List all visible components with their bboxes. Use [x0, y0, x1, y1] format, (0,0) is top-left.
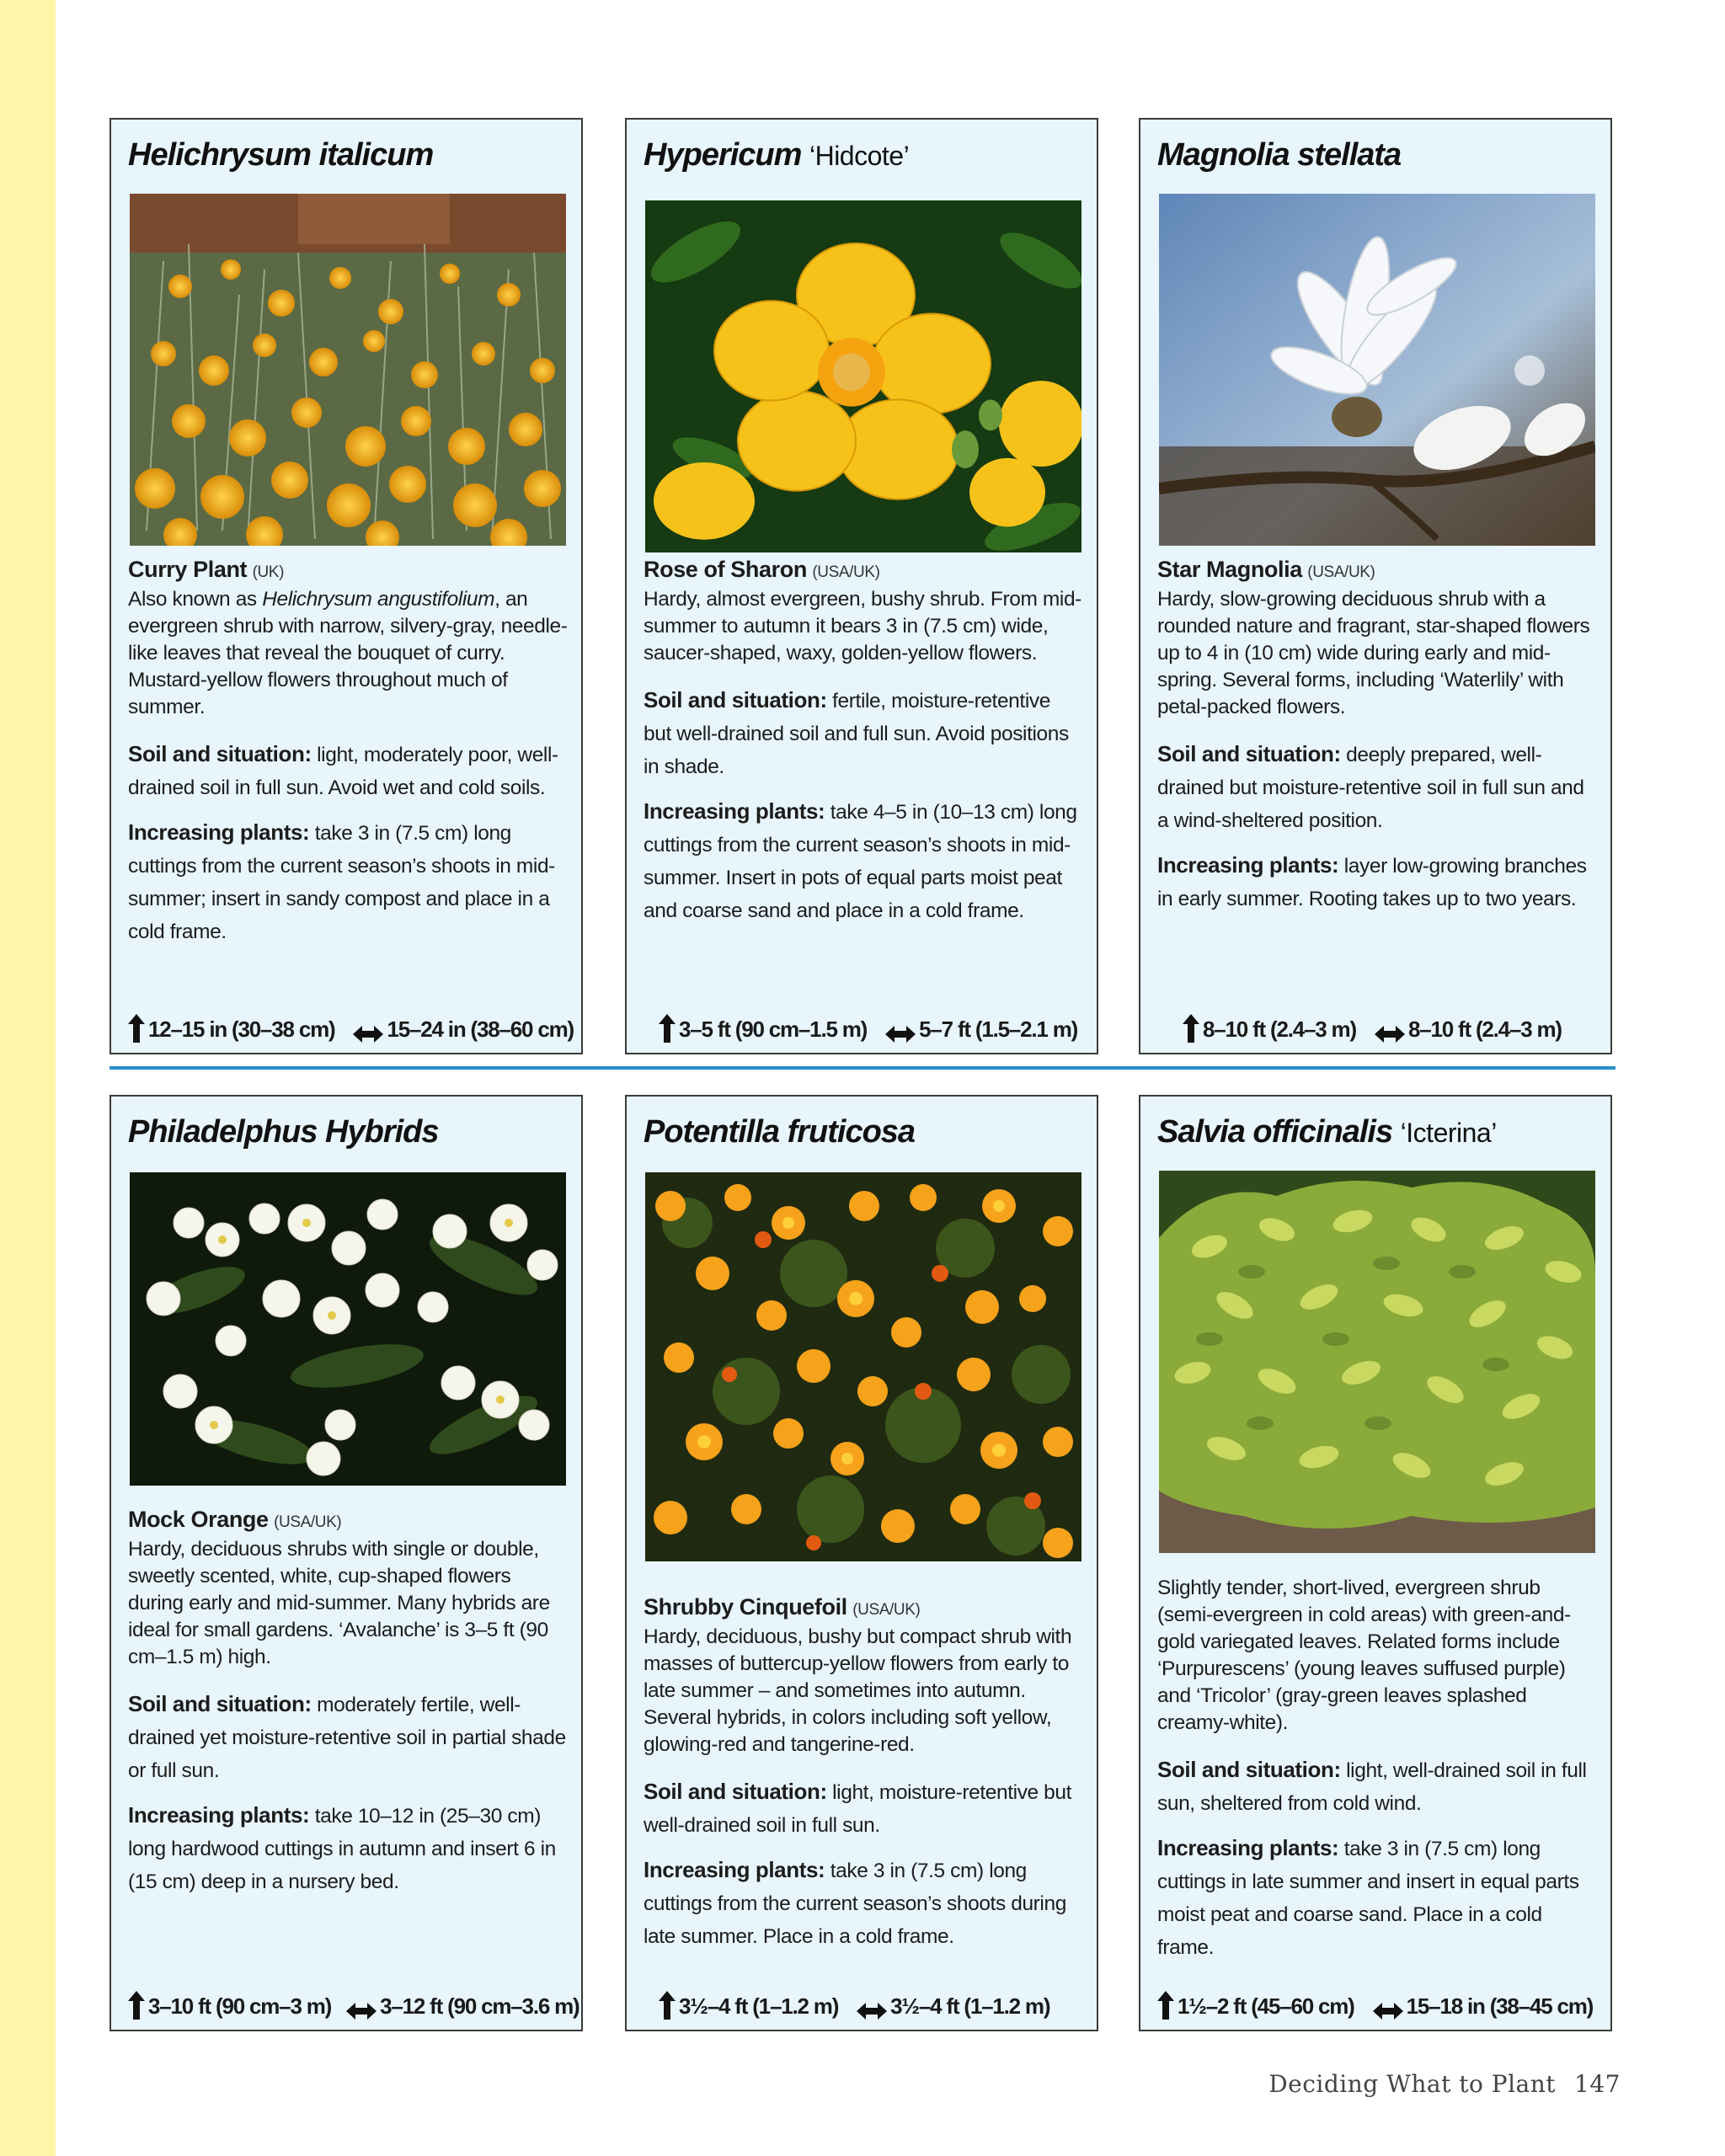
spread-dimension: 8–10 ft (2.4–3 m): [1375, 1017, 1562, 1043]
height-arrow-icon: [128, 1991, 145, 2020]
spread-dimension: 3–12 ft (90 cm–3.6 m): [346, 1993, 579, 2020]
plant-dimensions: [659, 1991, 1088, 2020]
spread-dimension: 15–18 in (38–45 cm): [1373, 1993, 1593, 2020]
plant-card-salvia: [1139, 1095, 1612, 2031]
card-row-bottom: [109, 1095, 1616, 2031]
soil-and-situation: Soil and situation: deeply prepared, well-drained but moisture-retentive soil in full sun and a wind-sheltered position.: [1157, 741, 1584, 832]
potentilla-photo: [645, 1172, 1081, 1561]
plant-card-philadelphus: [109, 1095, 583, 2031]
common-name: Shrubby Cinquefoil: [644, 1594, 847, 1620]
card-body: [644, 1593, 1083, 1953]
region-tag: (UK): [252, 563, 285, 581]
height-dimension: 3½–4 ft (1–1.2 m): [659, 1991, 838, 2020]
increasing-plants: Increasing plants: layer low-growing branches in early summer. Rooting takes up to two years.: [1157, 852, 1587, 910]
region-tag: (USA/UK): [852, 1601, 921, 1619]
card-description: Rose of Sharon (USA/UK) Hardy, almost evergreen, bushy shrub. From mid-summer to autumn it bears 3 in (7.5 cm) wide, saucer-shaped, waxy, golden-yellow flowers.: [644, 557, 1081, 664]
spread-dimension: 15–24 in (38–60 cm): [353, 1017, 573, 1043]
plant-name: Philadelphus Hybrids: [128, 1114, 439, 1150]
soil-and-situation: Soil and situation: light, moderately poor, well-drained soil in full sun. Avoid wet and cold soils.: [128, 741, 558, 799]
common-name: Rose of Sharon: [644, 557, 807, 582]
card-description: Slightly tender, short-lived, evergreen shrub (semi-evergreen in cold areas) with green-and-gold variegated leaves. Related forms include ‘Purpurescens’ (young leaves suffused purple) and ‘Tricolor’ (gray-green leaves splashed creamy-white).: [1157, 1577, 1571, 1734]
soil-and-situation: Soil and situation: light, moisture-retentive but well-drained soil in full sun.: [644, 1779, 1072, 1837]
plant-card-potentilla: [625, 1095, 1098, 2031]
plant-name: Hypericum ‘Hidcote’: [644, 137, 910, 173]
card-description: Shrubby Cinquefoil (USA/UK) Hardy, deciduous, bushy but compact shrub with masses of buttercup-yellow flowers from early to late summer – and sometimes into autumn. Several hybrids, in colors including soft yellow, glowing-red and tangerine-red.: [644, 1594, 1072, 1756]
spread-arrow-icon: [857, 2003, 887, 2020]
spread-arrow-icon: [346, 2003, 377, 2020]
spread-dimension: 5–7 ft (1.5–2.1 m): [885, 1017, 1077, 1043]
card-body: [1157, 1575, 1597, 1964]
height-dimension: 8–10 ft (2.4–3 m): [1183, 1014, 1356, 1043]
plant-dimensions: [1183, 1014, 1602, 1043]
salvia-photo: [1159, 1171, 1595, 1553]
common-name: Curry Plant: [128, 557, 248, 582]
region-tag: (USA/UK): [812, 563, 880, 581]
spread-arrow-icon: [885, 1026, 916, 1043]
region-tag: (USA/UK): [274, 1513, 342, 1531]
height-arrow-icon: [1157, 1991, 1174, 2020]
height-dimension: 1½–2 ft (45–60 cm): [1157, 1991, 1354, 2020]
spread-arrow-icon: [1373, 2003, 1403, 2020]
card-description: Mock Orange (USA/UK) Hardy, deciduous shrubs with single or double, sweetly scented, white, cup-shaped flowers during early and mid-summer. Many hybrids are ideal for small gardens. ‘Avalanche’ is 3–5 ft (90 cm–1.5 m) high.: [128, 1507, 550, 1668]
page-footer: [1268, 2070, 1621, 2098]
plant-card-helichrysum: [109, 118, 583, 1054]
increasing-plants: Increasing plants: take 10–12 in (25–30 cm) long hardwood cuttings in autumn and insert 6 in (15 cm) deep in a nursery bed.: [128, 1802, 556, 1893]
plant-dimensions: [659, 1014, 1088, 1043]
plant-card-hypericum: [625, 118, 1098, 1054]
soil-and-situation: Soil and situation: fertile, moisture-retentive but well-drained soil and full sun. Avoid positions in shade.: [644, 687, 1069, 778]
plant-name: Potentilla fruticosa: [644, 1114, 916, 1150]
section-title: Deciding What to Plant: [1268, 2070, 1557, 2098]
height-dimension: 12–15 in (30–38 cm): [128, 1014, 334, 1043]
soil-and-situation: Soil and situation: light, well-drained soil in full sun, sheltered from cold wind.: [1157, 1757, 1587, 1815]
card-body: [1157, 556, 1597, 915]
spread-dimension: 3½–4 ft (1–1.2 m): [857, 1993, 1049, 2020]
height-arrow-icon: [128, 1014, 145, 1043]
plant-dimensions: [1157, 1991, 1602, 2020]
height-dimension: 3–5 ft (90 cm–1.5 m): [659, 1014, 867, 1043]
increasing-plants: Increasing plants: take 3 in (7.5 cm) long cuttings from the current season’s shoots during late summer. Place in a cold frame.: [644, 1857, 1066, 1948]
card-description: Curry Plant (UK) Also known as Helichrysum angustifolium, an evergreen shrub with narrow, silvery-gray, needle-like leaves that reveal the bouquet of curry. Mustard-yellow flowers throughout much of summer.: [128, 557, 568, 718]
magnolia-photo: [1159, 194, 1595, 546]
helichrysum-photo: [130, 194, 566, 546]
increasing-plants: Increasing plants: take 3 in (7.5 cm) long cuttings from the current season’s shoots in mid-summer; insert in sandy compost and place in a cold frame.: [128, 819, 555, 943]
height-dimension: 3–10 ft (90 cm–3 m): [128, 1991, 331, 2020]
plant-card-grid: [109, 118, 1616, 2031]
plant-name: Salvia officinalis ‘Icterina’: [1157, 1114, 1497, 1150]
common-name: Mock Orange: [128, 1507, 269, 1532]
card-row-top: [109, 118, 1616, 1054]
plant-name: Helichrysum italicum: [128, 137, 434, 173]
region-tag: (USA/UK): [1307, 563, 1375, 581]
plant-dimensions: [128, 1991, 579, 2020]
card-description: Star Magnolia (USA/UK) Hardy, slow-growing deciduous shrub with a rounded nature and fragrant, star-shaped flowers up to 4 in (10 cm) wide during early and mid-spring. Several forms, including ‘Waterlily’ with petal-packed flowers.: [1157, 557, 1590, 718]
page-number: 147: [1574, 2070, 1621, 2098]
card-body: [128, 556, 568, 948]
common-name: Star Magnolia: [1157, 557, 1302, 582]
card-body: [128, 1506, 568, 1898]
spread-arrow-icon: [1375, 1026, 1405, 1043]
plant-dimensions: [128, 1014, 573, 1043]
increasing-plants: Increasing plants: take 3 in (7.5 cm) long cuttings in late summer and insert in equal parts moist peat and coarse sand. Place in a cold frame.: [1157, 1835, 1579, 1959]
page-edge-band: [0, 0, 56, 2156]
philadelphus-photo: [130, 1172, 566, 1486]
spread-arrow-icon: [353, 1026, 383, 1043]
plant-name: Magnolia stellata: [1157, 137, 1402, 173]
height-arrow-icon: [659, 1991, 676, 2020]
height-arrow-icon: [659, 1014, 676, 1043]
card-body: [644, 556, 1083, 927]
plant-card-magnolia: [1139, 118, 1612, 1054]
soil-and-situation: Soil and situation: moderately fertile, well-drained yet moisture-retentive soil in partial shade or full sun.: [128, 1691, 566, 1782]
hypericum-photo: [645, 200, 1081, 552]
height-arrow-icon: [1183, 1014, 1199, 1043]
row-divider: [109, 1066, 1616, 1070]
increasing-plants: Increasing plants: take 4–5 in (10–13 cm) long cuttings from the current season’s shoots in mid-summer. Insert in pots of equal parts moist peat and coarse sand and place in a cold frame.: [644, 798, 1077, 922]
